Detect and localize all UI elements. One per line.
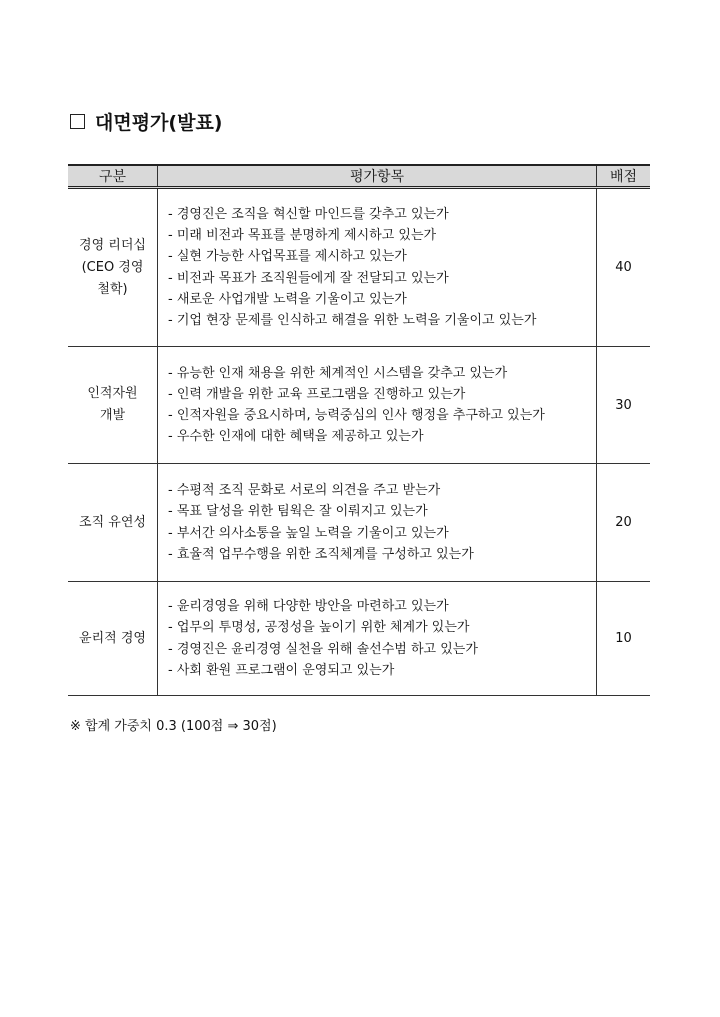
score-cell: 40 — [597, 188, 651, 347]
list-item: - 인력 개발을 위한 교육 프로그램을 진행하고 있는가 — [168, 384, 596, 405]
list-item: - 효율적 업무수행을 위한 조직체계를 구성하고 있는가 — [168, 544, 596, 565]
category-cell — [68, 347, 158, 464]
list-item: - 미래 비전과 목표를 분명하게 제시하고 있는가 — [168, 225, 596, 246]
category-line: 조직 유연성 — [79, 514, 146, 530]
list-item: - 경영진은 조직을 혁신할 마인드를 갖추고 있는가 — [168, 204, 596, 225]
table-row — [68, 582, 650, 696]
list-item: - 경영진은 윤리경영 실천을 위해 솔선수범 하고 있는가 — [168, 639, 596, 660]
score-cell: 10 — [597, 582, 651, 696]
header-items: 평가항목 — [158, 165, 597, 188]
items-cell — [158, 464, 597, 582]
items-cell — [158, 582, 597, 696]
item-list — [168, 204, 596, 331]
list-item: - 윤리경영을 위해 다양한 방안을 마련하고 있는가 — [168, 596, 596, 617]
list-item: - 부서간 의사소통을 높일 노력을 기울이고 있는가 — [168, 523, 596, 544]
table-row — [68, 464, 650, 582]
category-cell — [68, 582, 158, 696]
header-category: 구분 — [68, 165, 158, 188]
list-item: - 새로운 사업개발 노력을 기울이고 있는가 — [168, 289, 596, 310]
items-cell — [158, 188, 597, 347]
list-item: - 유능한 인재 채용을 위한 체계적인 시스템을 갖추고 있는가 — [168, 363, 596, 384]
category-cell — [68, 188, 158, 347]
list-item: - 비전과 목표가 조직원들에게 잘 전달되고 있는가 — [168, 268, 596, 289]
section-title-text: 대면평가(발표) — [95, 112, 223, 134]
list-item: - 기업 현장 문제를 인식하고 해결을 위한 노력을 기울이고 있는가 — [168, 310, 596, 331]
score-cell: 20 — [597, 464, 651, 582]
item-list — [168, 363, 596, 448]
header-score: 배점 — [597, 165, 651, 188]
score-cell: 30 — [597, 347, 651, 464]
list-item: - 우수한 인재에 대한 혜택을 제공하고 있는가 — [168, 426, 596, 447]
item-list — [168, 596, 596, 681]
checkbox-square-icon — [70, 114, 85, 129]
list-item: - 인적자원을 중요시하며, 능력중심의 인사 행정을 추구하고 있는가 — [168, 405, 596, 426]
table-row — [68, 188, 650, 347]
items-cell — [158, 347, 597, 464]
category-line: 개발 — [99, 408, 126, 423]
category-line: 경영 리더십 — [79, 237, 146, 253]
category-cell — [68, 464, 158, 582]
section-title — [70, 108, 223, 135]
category-line: 철학) — [97, 281, 128, 297]
weight-note: ※ 합계 가중치 0.3 (100점 ⇒ 30점) — [70, 719, 277, 734]
item-list — [168, 480, 596, 565]
list-item: - 업무의 투명성, 공정성을 높이기 위한 체계가 있는가 — [168, 617, 596, 638]
category-line: 인적자원 — [87, 386, 138, 401]
evaluation-table — [68, 164, 650, 696]
category-line: (CEO 경영 — [81, 259, 144, 275]
list-item: - 수평적 조직 문화로 서로의 의견을 주고 받는가 — [168, 480, 596, 501]
list-item: - 목표 달성을 위한 팀웍은 잘 이뤄지고 있는가 — [168, 501, 596, 522]
table-row — [68, 347, 650, 464]
category-line: 윤리적 경영 — [79, 630, 146, 646]
list-item: - 사회 환원 프로그램이 운영되고 있는가 — [168, 660, 596, 681]
table-header-row — [68, 165, 650, 188]
list-item: - 실현 가능한 사업목표를 제시하고 있는가 — [168, 246, 596, 267]
